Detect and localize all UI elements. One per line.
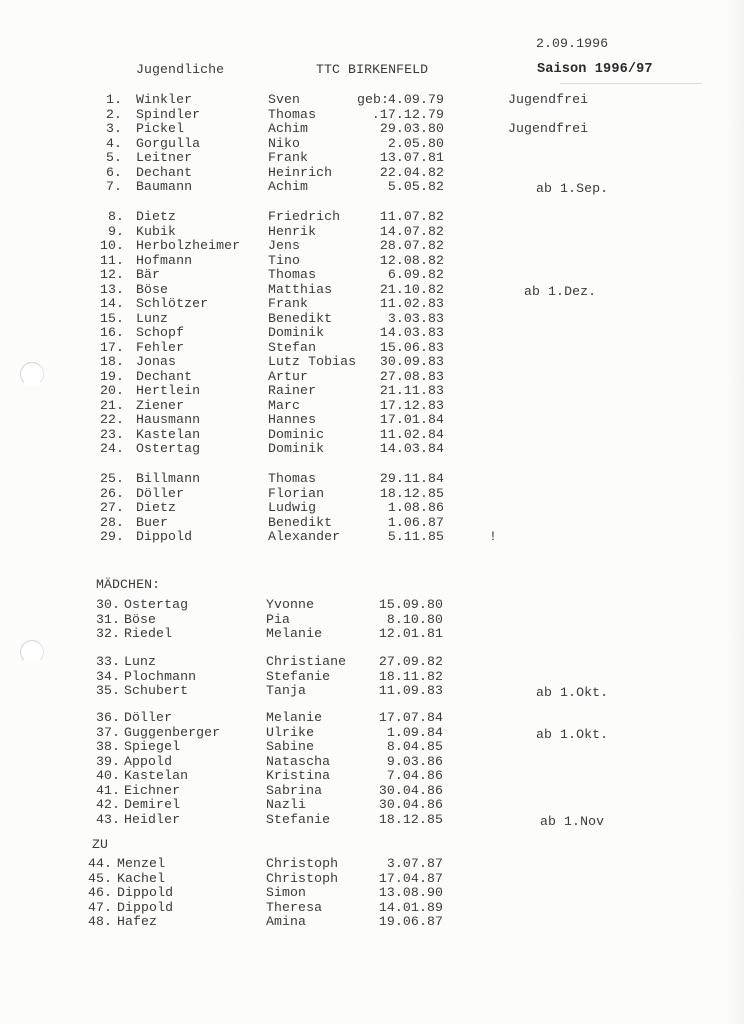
member-first-name: Christiane bbox=[266, 654, 347, 669]
member-first-name: Henrik bbox=[268, 223, 317, 239]
member-birth-date: 2.05.80 bbox=[387, 135, 444, 151]
member-number: 3. bbox=[105, 121, 122, 136]
member-note: ab 1.Nov bbox=[540, 813, 605, 829]
member-birth-date: 3.03.83 bbox=[387, 310, 444, 326]
member-number: 17. bbox=[99, 339, 124, 355]
member-last-name: Dippold bbox=[117, 885, 174, 900]
season-label: Saison 1996/97 bbox=[537, 62, 653, 77]
member-last-name: Lunz bbox=[124, 654, 157, 669]
member-birth-date: 21.10.82 bbox=[379, 281, 444, 297]
member-first-name: Stefan bbox=[268, 339, 317, 355]
member-birth-date: 17.01.84 bbox=[379, 412, 444, 427]
member-birth-date: 5.11.85 bbox=[387, 529, 444, 544]
member-number: 4. bbox=[105, 135, 122, 151]
member-last-name: Döller bbox=[124, 710, 173, 725]
page-edge-shadow bbox=[726, 0, 744, 1024]
member-first-name: Christoph bbox=[266, 870, 339, 886]
member-last-name: Spiegel bbox=[124, 739, 181, 754]
member-last-name: Dietz bbox=[136, 209, 177, 224]
member-first-name: Ulrike bbox=[266, 724, 315, 740]
member-first-name: Heinrich bbox=[268, 164, 333, 180]
member-last-name: Ostertag bbox=[136, 441, 201, 456]
member-first-name: Achim bbox=[268, 121, 309, 136]
member-number: 37. bbox=[95, 724, 120, 740]
member-first-name: Matthias bbox=[268, 281, 333, 297]
member-birth-date: 18.12.85 bbox=[378, 811, 443, 827]
member-birth-date: 8.04.85 bbox=[386, 739, 443, 754]
member-first-name: Thomas bbox=[268, 471, 317, 486]
member-birth-date: 29.03.80 bbox=[379, 121, 444, 136]
member-note: ab 1.Dez. bbox=[524, 283, 597, 299]
member-birth-date: 15.09.80 bbox=[378, 597, 443, 612]
member-first-name: Frank bbox=[268, 150, 309, 165]
member-first-name: Niko bbox=[268, 135, 301, 151]
member-last-name: Kachel bbox=[117, 870, 166, 886]
member-first-name: Theresa bbox=[266, 899, 323, 915]
member-birth-date: 5.05.82 bbox=[387, 179, 444, 194]
member-last-name: Baumann bbox=[136, 179, 193, 194]
member-number: 36. bbox=[95, 710, 120, 725]
member-birth-date: 21.11.83 bbox=[379, 383, 444, 398]
member-birth-date: 14.03.83 bbox=[379, 325, 444, 340]
member-birth-date: 27.09.82 bbox=[378, 654, 443, 669]
member-number: 10. bbox=[99, 238, 124, 253]
member-birth-date: 12.01.81 bbox=[378, 626, 443, 641]
member-birth-date: 8.10.80 bbox=[386, 611, 443, 627]
member-note: ab 1.Okt. bbox=[536, 726, 609, 742]
member-last-name: Plochmann bbox=[124, 668, 197, 684]
member-first-name: Sabine bbox=[266, 739, 315, 754]
member-number: 18. bbox=[99, 354, 124, 369]
member-first-name: Benedikt bbox=[268, 310, 333, 326]
member-last-name: Gorgulla bbox=[136, 135, 201, 151]
member-note: ! bbox=[489, 529, 498, 544]
member-first-name: Ludwig bbox=[268, 500, 317, 515]
member-birth-date: 29.11.84 bbox=[379, 471, 444, 486]
member-birth-date: 30.04.86 bbox=[378, 782, 443, 798]
member-note: Jugendfrei bbox=[508, 92, 589, 107]
member-first-name: Dominik bbox=[268, 325, 325, 340]
member-note: ab 1.Okt. bbox=[536, 685, 609, 700]
member-first-name: Melanie bbox=[266, 626, 323, 641]
member-number: 23. bbox=[99, 426, 124, 442]
member-first-name: Amina bbox=[266, 914, 307, 929]
member-birth-date: 22.04.82 bbox=[379, 164, 444, 180]
member-number: 35. bbox=[95, 683, 120, 698]
left-title: Jugendliche bbox=[136, 62, 225, 77]
member-first-name: Marc bbox=[268, 397, 301, 413]
member-first-name: Alexander bbox=[268, 529, 341, 544]
member-first-name: Achim bbox=[268, 179, 309, 194]
member-birth-date: 11.02.83 bbox=[379, 296, 444, 311]
member-number: 29. bbox=[99, 529, 124, 544]
member-number: 19. bbox=[99, 368, 124, 384]
member-birth-date: .17.12.79 bbox=[371, 106, 444, 122]
member-birth-date: 28.07.82 bbox=[379, 238, 444, 253]
member-number: 42. bbox=[95, 797, 120, 812]
member-last-name: Eichner bbox=[124, 782, 181, 798]
member-number: 41. bbox=[95, 782, 120, 798]
member-number: 48. bbox=[88, 914, 113, 929]
member-first-name: Thomas bbox=[268, 267, 317, 282]
member-last-name: Ostertag bbox=[124, 597, 189, 612]
born-label: geb: bbox=[357, 92, 390, 107]
member-birth-date: 11.07.82 bbox=[379, 209, 444, 224]
member-first-name: Christoph bbox=[266, 856, 339, 871]
member-birth-date: 7.04.86 bbox=[386, 768, 443, 783]
member-first-name: Simon bbox=[266, 885, 307, 900]
member-last-name: Appold bbox=[124, 753, 173, 769]
member-last-name: Fehler bbox=[136, 339, 185, 355]
member-first-name: Kristina bbox=[266, 768, 331, 783]
member-last-name: Ziener bbox=[136, 397, 185, 413]
member-last-name: Döller bbox=[136, 485, 185, 501]
member-first-name: Florian bbox=[268, 485, 325, 501]
member-number: 15. bbox=[99, 310, 124, 326]
member-first-name: Tanja bbox=[266, 683, 307, 698]
member-last-name: Hafez bbox=[117, 914, 158, 929]
member-birth-date: 17.12.83 bbox=[379, 397, 444, 413]
member-first-name: Dominik bbox=[268, 441, 325, 456]
member-number: 13. bbox=[99, 281, 124, 297]
member-birth-date: 17.04.87 bbox=[378, 870, 443, 886]
member-number: 26. bbox=[99, 485, 124, 501]
member-first-name: Nazli bbox=[266, 797, 307, 812]
member-number: 7. bbox=[105, 179, 122, 194]
member-number: 22. bbox=[99, 412, 124, 427]
member-first-name: Lutz Tobias bbox=[268, 354, 357, 369]
member-first-name: Frank bbox=[268, 296, 309, 311]
member-number: 20. bbox=[99, 383, 124, 398]
member-last-name: Kubik bbox=[136, 223, 177, 239]
additions-heading: ZU bbox=[92, 837, 109, 852]
member-last-name: Schubert bbox=[124, 683, 189, 698]
member-number: 21. bbox=[99, 397, 124, 413]
member-first-name: Stefanie bbox=[266, 811, 331, 827]
member-first-name: Friedrich bbox=[268, 209, 341, 224]
member-last-name: Jonas bbox=[136, 354, 177, 369]
member-last-name: Winkler bbox=[136, 92, 193, 107]
member-birth-date: 11.02.84 bbox=[379, 426, 444, 442]
member-number: 40. bbox=[95, 768, 120, 783]
member-birth-date: 14.07.82 bbox=[379, 223, 444, 239]
member-birth-date: 18.12.85 bbox=[379, 485, 444, 501]
member-birth-date: 19.06.87 bbox=[378, 914, 443, 929]
member-number: 6. bbox=[105, 164, 122, 180]
member-number: 1. bbox=[105, 92, 122, 107]
member-number: 27. bbox=[99, 500, 124, 515]
member-birth-date: 1.06.87 bbox=[387, 514, 444, 530]
member-birth-date: 14.03.84 bbox=[379, 441, 444, 456]
member-last-name: Herbolzheimer bbox=[136, 238, 241, 253]
member-number: 9. bbox=[107, 223, 124, 239]
member-last-name: Böse bbox=[136, 281, 169, 297]
member-birth-date: 18.11.82 bbox=[378, 668, 443, 684]
member-last-name: Dechant bbox=[136, 368, 193, 384]
member-first-name: Rainer bbox=[268, 383, 317, 398]
member-last-name: Pickel bbox=[136, 121, 185, 136]
member-first-name: Sven bbox=[268, 92, 301, 107]
member-number: 14. bbox=[99, 296, 124, 311]
punch-hole-bottom bbox=[20, 640, 44, 664]
member-birth-date: 15.06.83 bbox=[379, 339, 444, 355]
member-last-name: Kastelan bbox=[124, 768, 189, 783]
member-number: 8. bbox=[107, 209, 124, 224]
member-note: ab 1.Sep. bbox=[536, 181, 609, 196]
member-first-name: Yvonne bbox=[266, 597, 315, 612]
member-birth-date: 1.09.84 bbox=[386, 724, 443, 740]
member-last-name: Hausmann bbox=[136, 412, 201, 427]
member-birth-date: 9.03.86 bbox=[386, 753, 443, 769]
member-last-name: Spindler bbox=[136, 106, 201, 122]
member-number: 39. bbox=[95, 753, 120, 769]
member-number: 43. bbox=[95, 811, 120, 827]
member-first-name: Sabrina bbox=[266, 782, 323, 798]
member-last-name: Billmann bbox=[136, 471, 201, 486]
member-last-name: Schopf bbox=[136, 325, 185, 340]
member-last-name: Schlötzer bbox=[136, 296, 209, 311]
member-last-name: Heidler bbox=[124, 811, 181, 827]
member-birth-date: 17.07.84 bbox=[378, 710, 443, 725]
member-birth-date: 4.09.79 bbox=[387, 92, 444, 107]
member-number: 24. bbox=[99, 441, 124, 456]
member-first-name: Thomas bbox=[268, 106, 317, 122]
member-birth-date: 6.09.82 bbox=[387, 267, 444, 282]
member-number: 28. bbox=[99, 514, 124, 530]
member-last-name: Hofmann bbox=[136, 252, 193, 268]
member-last-name: Demirel bbox=[124, 797, 181, 812]
member-note: Jugendfrei bbox=[508, 121, 589, 136]
member-birth-date: 13.07.81 bbox=[379, 150, 444, 165]
member-birth-date: 27.08.83 bbox=[379, 368, 444, 384]
member-last-name: Dechant bbox=[136, 164, 193, 180]
member-birth-date: 14.01.89 bbox=[378, 899, 443, 915]
member-first-name: Tino bbox=[268, 252, 301, 268]
member-birth-date: 11.09.83 bbox=[378, 683, 443, 698]
member-number: 33. bbox=[95, 654, 120, 669]
member-last-name: Bär bbox=[136, 267, 161, 282]
season-underline bbox=[560, 83, 702, 84]
member-number: 25. bbox=[99, 471, 124, 486]
member-first-name: Natascha bbox=[266, 753, 331, 769]
member-first-name: Melanie bbox=[266, 710, 323, 725]
member-number: 47. bbox=[88, 899, 113, 915]
member-birth-date: 30.09.83 bbox=[379, 354, 444, 369]
member-number: 12. bbox=[99, 267, 124, 282]
member-first-name: Dominic bbox=[268, 426, 325, 442]
girls-heading: MÄDCHEN: bbox=[96, 577, 161, 592]
member-birth-date: 3.07.87 bbox=[386, 856, 443, 871]
member-number: 34. bbox=[95, 668, 120, 684]
member-last-name: Leitner bbox=[136, 150, 193, 165]
member-first-name: Pia bbox=[266, 611, 291, 627]
member-number: 44. bbox=[88, 856, 113, 871]
member-last-name: Riedel bbox=[124, 626, 173, 641]
member-last-name: Lunz bbox=[136, 310, 169, 326]
member-number: 31. bbox=[95, 611, 120, 627]
member-last-name: Böse bbox=[124, 611, 157, 627]
punch-hole-top bbox=[20, 362, 44, 386]
member-last-name: Buer bbox=[136, 514, 169, 530]
member-number: 5. bbox=[105, 150, 122, 165]
member-last-name: Dietz bbox=[136, 500, 177, 515]
member-number: 38. bbox=[95, 739, 120, 754]
club-name: TTC BIRKENFELD bbox=[316, 62, 429, 77]
member-last-name: Kastelan bbox=[136, 426, 201, 442]
member-birth-date: 13.08.90 bbox=[378, 885, 443, 900]
member-number: 46. bbox=[88, 885, 113, 900]
member-birth-date: 1.08.86 bbox=[387, 500, 444, 515]
member-birth-date: 30.04.86 bbox=[378, 797, 443, 812]
member-first-name: Stefanie bbox=[266, 668, 331, 684]
member-last-name: Dippold bbox=[117, 899, 174, 915]
member-first-name: Jens bbox=[268, 238, 301, 253]
document-date: 2.09.1996 bbox=[536, 36, 609, 51]
member-last-name: Guggenberger bbox=[124, 724, 221, 740]
member-number: 16. bbox=[99, 325, 124, 340]
member-birth-date: 12.08.82 bbox=[379, 252, 444, 268]
member-first-name: Hannes bbox=[268, 412, 317, 427]
member-number: 2. bbox=[105, 106, 122, 122]
member-last-name: Dippold bbox=[136, 529, 193, 544]
member-number: 11. bbox=[99, 252, 124, 268]
member-last-name: Hertlein bbox=[136, 383, 201, 398]
member-number: 32. bbox=[95, 626, 120, 641]
member-first-name: Benedikt bbox=[268, 514, 333, 530]
member-first-name: Artur bbox=[268, 368, 309, 384]
member-number: 45. bbox=[88, 870, 113, 886]
member-last-name: Menzel bbox=[117, 856, 166, 871]
member-number: 30. bbox=[95, 597, 120, 612]
